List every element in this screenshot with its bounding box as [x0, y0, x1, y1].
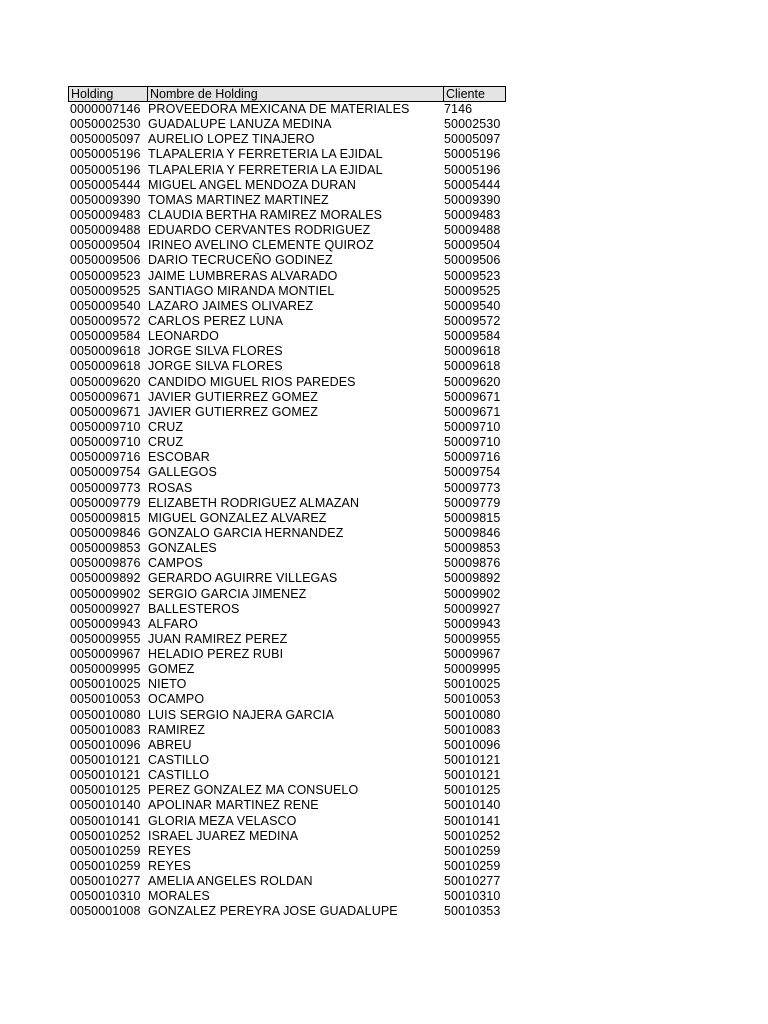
- cell-holding: 0050009620: [70, 374, 141, 389]
- cell-nombre: PEREZ GONZALEZ MA CONSUELO: [148, 783, 359, 798]
- table-row: [68, 375, 506, 390]
- cell-holding: 0050005097: [70, 132, 141, 147]
- table-row: [68, 798, 506, 813]
- cell-cliente: 50009572: [444, 313, 501, 328]
- cell-holding: 0050010053: [70, 692, 141, 707]
- table-row: [68, 617, 506, 632]
- table-row: [68, 450, 506, 465]
- cell-nombre: LAZARO JAIMES OLIVAREZ: [148, 298, 314, 313]
- cell-nombre: TLAPALERIA Y FERRETERIA LA EJIDAL: [148, 162, 383, 177]
- table-row: [68, 253, 506, 268]
- cell-nombre: CAMPOS: [148, 556, 203, 571]
- cell-cliente: 50009967: [444, 647, 501, 662]
- cell-cliente: 50002530: [444, 117, 501, 132]
- table-row: [68, 344, 506, 359]
- table-row: [68, 571, 506, 586]
- cell-holding: 0050001008: [70, 904, 141, 919]
- cell-cliente: 50009671: [444, 389, 501, 404]
- cell-nombre: REYES: [148, 859, 191, 874]
- cell-cliente: 50009584: [444, 329, 501, 344]
- table-row: [68, 677, 506, 692]
- cell-cliente: 50009523: [444, 268, 501, 283]
- cell-nombre: AMELIA ANGELES ROLDAN: [148, 874, 313, 889]
- cell-cliente: 50005196: [444, 147, 501, 162]
- cell-holding: 0050010310: [70, 889, 141, 904]
- table-row: [68, 783, 506, 798]
- cell-nombre: APOLINAR MARTINEZ RENE: [148, 798, 319, 813]
- table-row: [68, 435, 506, 450]
- cell-holding: 0050009853: [70, 541, 141, 556]
- cell-cliente: 50010025: [444, 677, 501, 692]
- cell-holding: 0050009618: [70, 359, 141, 374]
- cell-nombre: JAVIER GUTIERREZ GOMEZ: [148, 389, 319, 404]
- cell-nombre: LEONARDO: [148, 329, 219, 344]
- cell-holding: 0050009773: [70, 480, 141, 495]
- cell-holding: 0050009671: [70, 404, 141, 419]
- cell-cliente: 50009504: [444, 238, 501, 253]
- cell-nombre: JUAN RAMIREZ PEREZ: [148, 631, 288, 646]
- cell-holding: 0050010252: [70, 828, 141, 843]
- table-row: [68, 238, 506, 253]
- cell-cliente: 50010310: [444, 889, 501, 904]
- cell-cliente: 50009671: [444, 404, 501, 419]
- cell-nombre: LUIS SERGIO NAJERA GARCIA: [148, 707, 334, 722]
- table-row: [68, 859, 506, 874]
- cell-holding: 0050005196: [70, 162, 141, 177]
- cell-nombre: OCAMPO: [148, 692, 205, 707]
- table-row: [68, 632, 506, 647]
- cell-cliente: 50009815: [444, 510, 501, 525]
- cell-cliente: 50010252: [444, 828, 501, 843]
- cell-cliente: 50010121: [444, 768, 501, 783]
- cell-nombre: ESCOBAR: [148, 450, 210, 465]
- cell-nombre: BALLESTEROS: [148, 601, 240, 616]
- table-row: [68, 314, 506, 329]
- cell-holding: 0050009955: [70, 631, 141, 646]
- cell-holding: 0050009846: [70, 525, 141, 540]
- table-row: [68, 541, 506, 556]
- cell-holding: 0050009523: [70, 268, 141, 283]
- cell-nombre: TOMAS MARTINEZ MARTINEZ: [148, 192, 329, 207]
- cell-nombre: GLORIA MEZA VELASCO: [148, 813, 297, 828]
- table-row: [68, 465, 506, 480]
- cell-nombre: SERGIO GARCIA JIMENEZ: [148, 586, 307, 601]
- cell-nombre: CASTILLO: [148, 753, 210, 768]
- table-body: [68, 102, 506, 920]
- cell-nombre: CARLOS PEREZ LUNA: [148, 313, 284, 328]
- cell-nombre: GERARDO AGUIRRE VILLEGAS: [148, 571, 338, 586]
- table-row: [68, 208, 506, 223]
- table-row: [68, 647, 506, 662]
- cell-nombre: TLAPALERIA Y FERRETERIA LA EJIDAL: [148, 147, 383, 162]
- cell-holding: 0050009754: [70, 465, 141, 480]
- table-row: [68, 904, 506, 919]
- cell-holding: 0050005444: [70, 177, 141, 192]
- cell-nombre: DARIO TECRUCEÑO GODINEZ: [148, 253, 333, 268]
- cell-holding: 0050009572: [70, 313, 141, 328]
- table-row: [68, 692, 506, 707]
- cell-holding: 0050009506: [70, 253, 141, 268]
- cell-nombre: REYES: [148, 843, 191, 858]
- table-row: [68, 481, 506, 496]
- table-row: [68, 193, 506, 208]
- cell-cliente: 50009927: [444, 601, 501, 616]
- cell-holding: 0050010259: [70, 843, 141, 858]
- cell-cliente: 50009390: [444, 192, 501, 207]
- cell-holding: 0050010125: [70, 783, 141, 798]
- table-row: [68, 662, 506, 677]
- cell-holding: 0050010025: [70, 677, 141, 692]
- table-row: [68, 132, 506, 147]
- table-row: [68, 329, 506, 344]
- cell-nombre: CRUZ: [148, 435, 184, 450]
- cell-cliente: 50010121: [444, 753, 501, 768]
- table-row: [68, 269, 506, 284]
- cell-nombre: CRUZ: [148, 419, 184, 434]
- cell-nombre: ABREU: [148, 737, 192, 752]
- table-row: [68, 874, 506, 889]
- table-row: [68, 299, 506, 314]
- table-row: [68, 587, 506, 602]
- cell-cliente: 50009773: [444, 480, 501, 495]
- cell-nombre: RAMIREZ: [148, 722, 205, 737]
- cell-holding: 0050009876: [70, 556, 141, 571]
- holding-table: [68, 86, 506, 920]
- cell-holding: 0050009390: [70, 192, 141, 207]
- cell-nombre: PROVEEDORA MEXICANA DE MATERIALES: [148, 102, 410, 116]
- table-row: [68, 405, 506, 420]
- table-row: [68, 163, 506, 178]
- cell-holding: 0050002530: [70, 117, 141, 132]
- cell-holding: 0050010141: [70, 813, 141, 828]
- header-nombre: Nombre de Holding: [147, 87, 443, 101]
- cell-nombre: AURELIO LOPEZ TINAJERO: [148, 132, 315, 147]
- table-row: [68, 768, 506, 783]
- cell-holding: 0050009618: [70, 344, 141, 359]
- cell-cliente: 50009754: [444, 465, 501, 480]
- cell-holding: 0050009995: [70, 662, 141, 677]
- cell-holding: 0050009967: [70, 647, 141, 662]
- cell-cliente: 50010259: [444, 859, 501, 874]
- cell-nombre: ISRAEL JUAREZ MEDINA: [148, 828, 299, 843]
- cell-holding: 0050009584: [70, 329, 141, 344]
- cell-cliente: 50010096: [444, 737, 501, 752]
- table-header: [68, 86, 506, 102]
- cell-holding: 0050009710: [70, 435, 141, 450]
- cell-cliente: 50009853: [444, 541, 501, 556]
- table-row: [68, 284, 506, 299]
- cell-nombre: GONZALO GARCIA HERNANDEZ: [148, 525, 344, 540]
- cell-cliente: 50010125: [444, 783, 501, 798]
- cell-cliente: 50009892: [444, 571, 501, 586]
- cell-cliente: 50009710: [444, 435, 501, 450]
- cell-nombre: MIGUEL GONZALEZ ALVAREZ: [148, 510, 327, 525]
- table-row: [68, 814, 506, 829]
- cell-holding: 0050009892: [70, 571, 141, 586]
- cell-nombre: GONZALEZ PEREYRA JOSE GUADALUPE: [148, 904, 398, 919]
- table-row: [68, 602, 506, 617]
- cell-holding: 0050009815: [70, 510, 141, 525]
- cell-cliente: 50009943: [444, 616, 501, 631]
- cell-cliente: 50009955: [444, 631, 501, 646]
- cell-holding: 0050009504: [70, 238, 141, 253]
- cell-nombre: JAIME LUMBRERAS ALVARADO: [148, 268, 338, 283]
- cell-cliente: 50009618: [444, 359, 501, 374]
- cell-nombre: HELADIO PEREZ RUBI: [148, 647, 284, 662]
- cell-cliente: 50009716: [444, 450, 501, 465]
- cell-nombre: SANTIAGO MIRANDA MONTIEL: [148, 283, 335, 298]
- table-row: [68, 738, 506, 753]
- table-row: [68, 420, 506, 435]
- table-row: [68, 390, 506, 405]
- cell-holding: 0050009488: [70, 223, 141, 238]
- cell-nombre: GUADALUPE LANUZA MEDINA: [148, 117, 332, 132]
- cell-cliente: 50005444: [444, 177, 501, 192]
- cell-holding: 0050010080: [70, 707, 141, 722]
- cell-nombre: ROSAS: [148, 480, 193, 495]
- cell-holding: 0050009943: [70, 616, 141, 631]
- cell-nombre: GALLEGOS: [148, 465, 217, 480]
- cell-cliente: 50005196: [444, 162, 501, 177]
- cell-cliente: 50010140: [444, 798, 501, 813]
- cell-cliente: 50009506: [444, 253, 501, 268]
- cell-cliente: 50009483: [444, 207, 501, 222]
- cell-cliente: 50009618: [444, 344, 501, 359]
- cell-holding: 0050009540: [70, 298, 141, 313]
- table-row: [68, 102, 506, 117]
- table-row: [68, 556, 506, 571]
- table-row: [68, 223, 506, 238]
- table-row: [68, 178, 506, 193]
- table-row: [68, 117, 506, 132]
- cell-nombre: MORALES: [148, 889, 210, 904]
- cell-nombre: GONZALES: [148, 541, 217, 556]
- cell-nombre: NIETO: [148, 677, 187, 692]
- cell-cliente: 50010083: [444, 722, 501, 737]
- cell-cliente: 7146: [444, 102, 473, 116]
- cell-holding: 0050009927: [70, 601, 141, 616]
- header-holding: Holding: [71, 87, 114, 101]
- cell-cliente: 50009902: [444, 586, 501, 601]
- cell-cliente: 50009710: [444, 419, 501, 434]
- cell-cliente: 50005097: [444, 132, 501, 147]
- table-row: [68, 511, 506, 526]
- cell-holding: 0050009710: [70, 419, 141, 434]
- cell-cliente: 50009779: [444, 495, 501, 510]
- cell-holding: 0050009902: [70, 586, 141, 601]
- table-row: [68, 708, 506, 723]
- cell-cliente: 50010080: [444, 707, 501, 722]
- cell-holding: 0050009716: [70, 450, 141, 465]
- cell-holding: 0050010121: [70, 768, 141, 783]
- table-row: [68, 829, 506, 844]
- cell-cliente: 50009995: [444, 662, 501, 677]
- table-row: [68, 844, 506, 859]
- cell-cliente: 50009620: [444, 374, 501, 389]
- cell-cliente: 50009846: [444, 525, 501, 540]
- cell-cliente: 50009876: [444, 556, 501, 571]
- cell-holding: 0050009779: [70, 495, 141, 510]
- cell-nombre: MIGUEL ANGEL MENDOZA DURAN: [148, 177, 356, 192]
- cell-holding: 0050010140: [70, 798, 141, 813]
- cell-nombre: GOMEZ: [148, 662, 195, 677]
- cell-nombre: CLAUDIA BERTHA RAMIREZ MORALES: [148, 207, 383, 222]
- cell-nombre: CASTILLO: [148, 768, 210, 783]
- table-row: [68, 723, 506, 738]
- header-cliente: Cliente: [443, 87, 505, 101]
- cell-holding: 0050010277: [70, 874, 141, 889]
- cell-nombre: JORGE SILVA FLORES: [148, 344, 283, 359]
- cell-cliente: 50009488: [444, 223, 501, 238]
- cell-cliente: 50009540: [444, 298, 501, 313]
- cell-cliente: 50009525: [444, 283, 501, 298]
- cell-holding: 0050009483: [70, 207, 141, 222]
- table-row: [68, 496, 506, 511]
- table-row: [68, 889, 506, 904]
- table-row: [68, 359, 506, 374]
- table-row: [68, 753, 506, 768]
- cell-cliente: 50010053: [444, 692, 501, 707]
- cell-holding: 0050010083: [70, 722, 141, 737]
- cell-nombre: IRINEO AVELINO CLEMENTE QUIROZ: [148, 238, 374, 253]
- table-row: [68, 526, 506, 541]
- cell-holding: 0050005196: [70, 147, 141, 162]
- cell-cliente: 50010353: [444, 904, 501, 919]
- cell-holding: 0050009671: [70, 389, 141, 404]
- cell-nombre: ALFARO: [148, 616, 198, 631]
- cell-cliente: 50010259: [444, 843, 501, 858]
- cell-cliente: 50010141: [444, 813, 501, 828]
- cell-nombre: CANDIDO MIGUEL RIOS PAREDES: [148, 374, 356, 389]
- cell-nombre: JORGE SILVA FLORES: [148, 359, 283, 374]
- cell-holding: 0000007146: [70, 102, 141, 116]
- cell-holding: 0050010096: [70, 737, 141, 752]
- cell-cliente: 50010277: [444, 874, 501, 889]
- cell-holding: 0050010121: [70, 753, 141, 768]
- cell-nombre: ELIZABETH RODRIGUEZ ALMAZAN: [148, 495, 360, 510]
- cell-holding: 0050010259: [70, 859, 141, 874]
- cell-nombre: JAVIER GUTIERREZ GOMEZ: [148, 404, 319, 419]
- cell-nombre: EDUARDO CERVANTES RODRIGUEZ: [148, 223, 371, 238]
- table-row: [68, 147, 506, 162]
- cell-holding: 0050009525: [70, 283, 141, 298]
